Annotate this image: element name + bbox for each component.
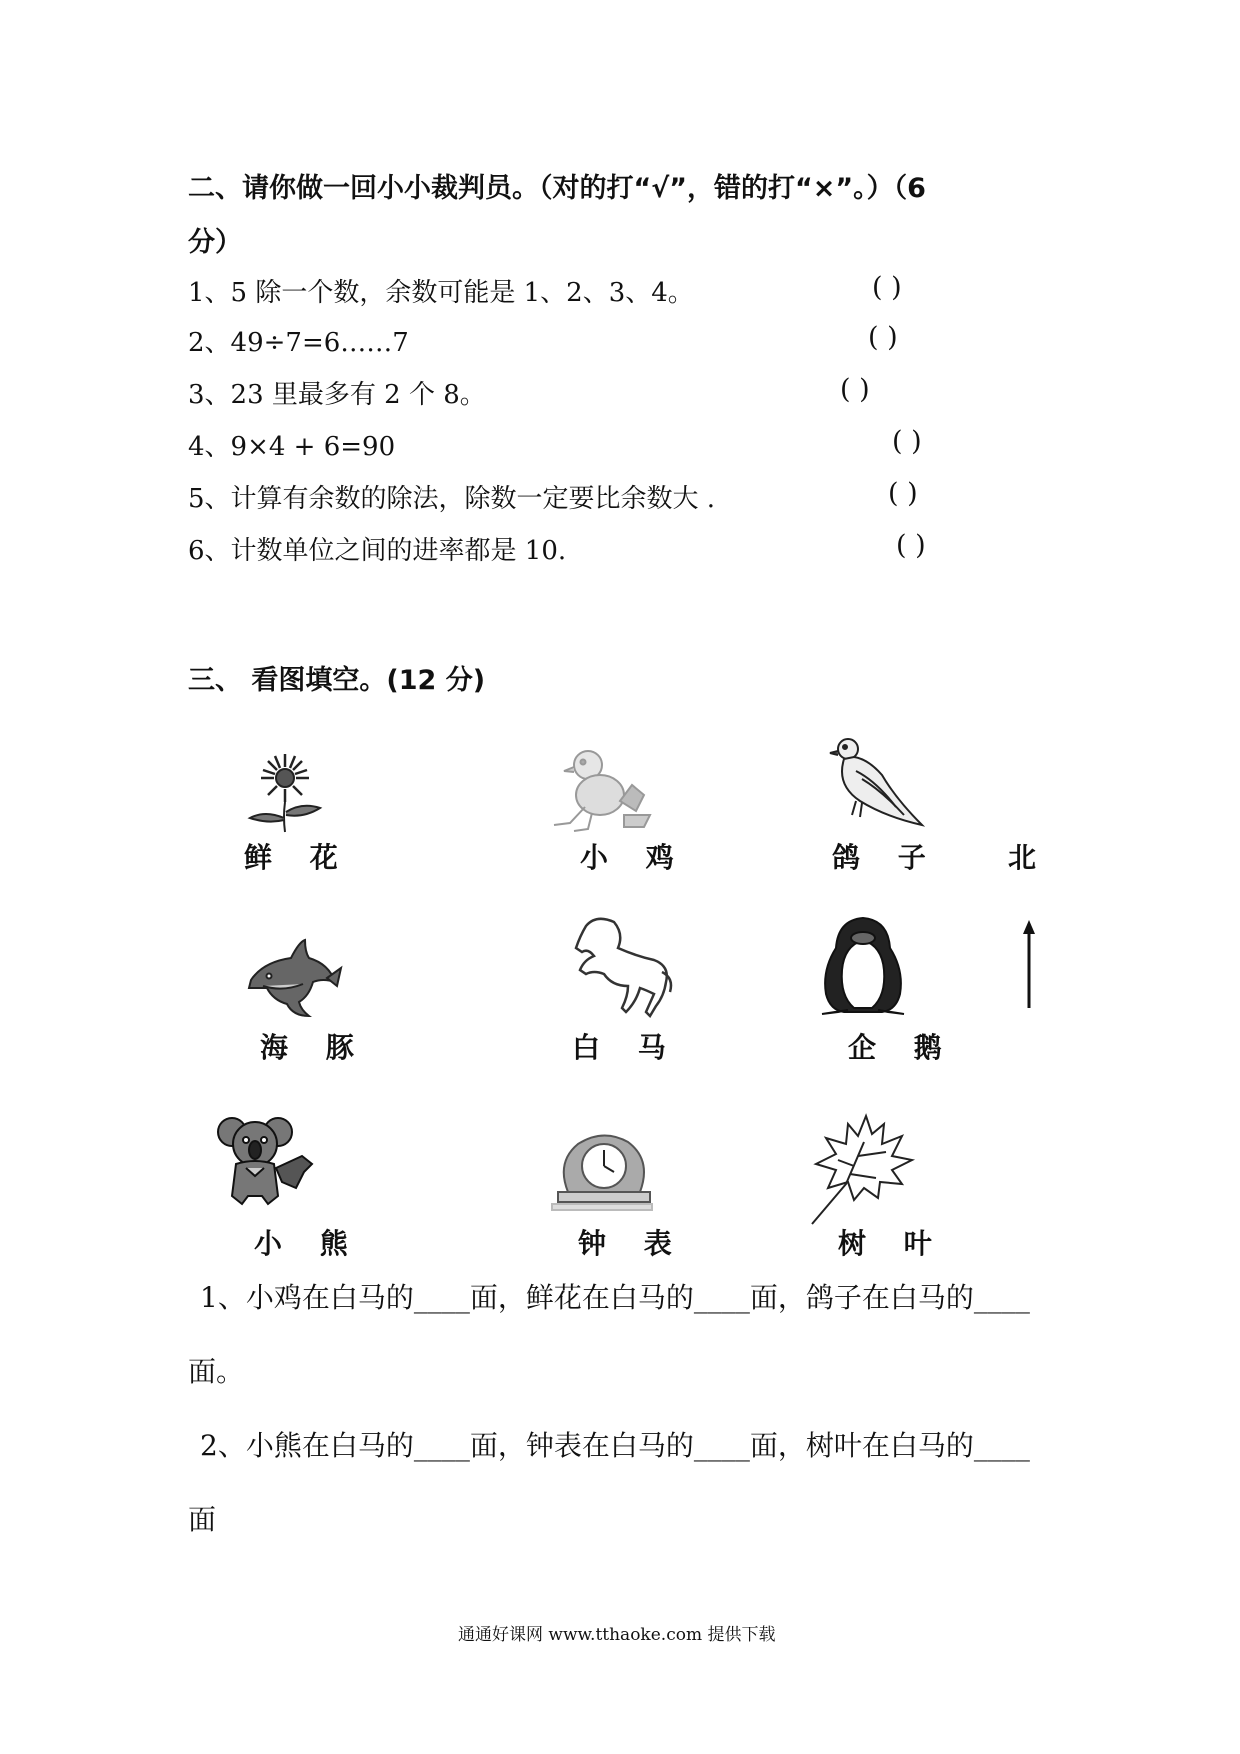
- fill-question-1-line1: 1、小鸡在白马的____面，鲜花在白马的____面，鸽子在白马的____: [200, 1281, 1030, 1314]
- judge-item-4: 4、9×4 + 6=90: [188, 432, 396, 462]
- north-arrow-icon: [1022, 920, 1036, 1010]
- flower-icon: [240, 752, 330, 834]
- label-penguin: 企 鹅: [848, 1031, 956, 1064]
- label-leaf: 树 叶: [838, 1227, 946, 1260]
- pigeon-icon: [826, 735, 926, 827]
- label-clock: 钟 表: [578, 1227, 686, 1260]
- label-koala: 小 熊: [254, 1227, 362, 1260]
- label-horse: 白 马: [572, 1031, 680, 1064]
- north-label: 北: [1008, 841, 1051, 874]
- footer-text: 通通好课网 www.tthaoke.com 提供下载: [458, 1625, 776, 1645]
- section3-title: 三、 看图填空。(12 分): [188, 665, 486, 696]
- fill-question-2-line1: 2、小熊在白马的____面，钟表在白马的____面，树叶在白马的____: [200, 1429, 1030, 1462]
- label-pigeon: 鸽 子: [832, 841, 940, 874]
- leaf-icon: [806, 1112, 916, 1228]
- label-chick: 小 鸡: [580, 841, 688, 874]
- fill-question-2-line2: 面: [188, 1503, 217, 1536]
- clock-icon: [548, 1132, 658, 1214]
- judge-item-5: 5、计算有余数的除法，除数一定要比余数大 .: [188, 484, 716, 514]
- fill-question-1-line2: 面。: [188, 1355, 245, 1388]
- judge-item-6: 6、计数单位之间的进率都是 10.: [188, 536, 567, 566]
- koala-icon: [216, 1112, 316, 1212]
- section2-title-line1: 二、请你做一回小小裁判员。（对的打“√”，错的打“×”。）（6: [188, 173, 926, 204]
- chick-icon: [540, 745, 665, 835]
- label-flower: 鲜 花: [244, 841, 352, 874]
- answer-paren-5[interactable]: ( ): [888, 478, 918, 509]
- label-dolphin: 海 豚: [260, 1031, 368, 1064]
- answer-paren-2[interactable]: ( ): [868, 322, 898, 353]
- answer-paren-1[interactable]: ( ): [872, 272, 902, 303]
- judge-item-2: 2、49÷7=6……7: [188, 328, 409, 358]
- dolphin-icon: [243, 930, 343, 1018]
- answer-paren-4[interactable]: ( ): [892, 426, 922, 457]
- answer-paren-3[interactable]: ( ): [840, 374, 870, 405]
- horse-icon: [566, 912, 676, 1022]
- judge-item-3: 3、23 里最多有 2 个 8。: [188, 380, 486, 410]
- section2-title-line2: 分）: [188, 227, 242, 258]
- judge-item-1: 1、5 除一个数，余数可能是 1、2、3、4。: [188, 278, 694, 308]
- answer-paren-6[interactable]: ( ): [896, 530, 926, 561]
- penguin-icon: [818, 914, 908, 1018]
